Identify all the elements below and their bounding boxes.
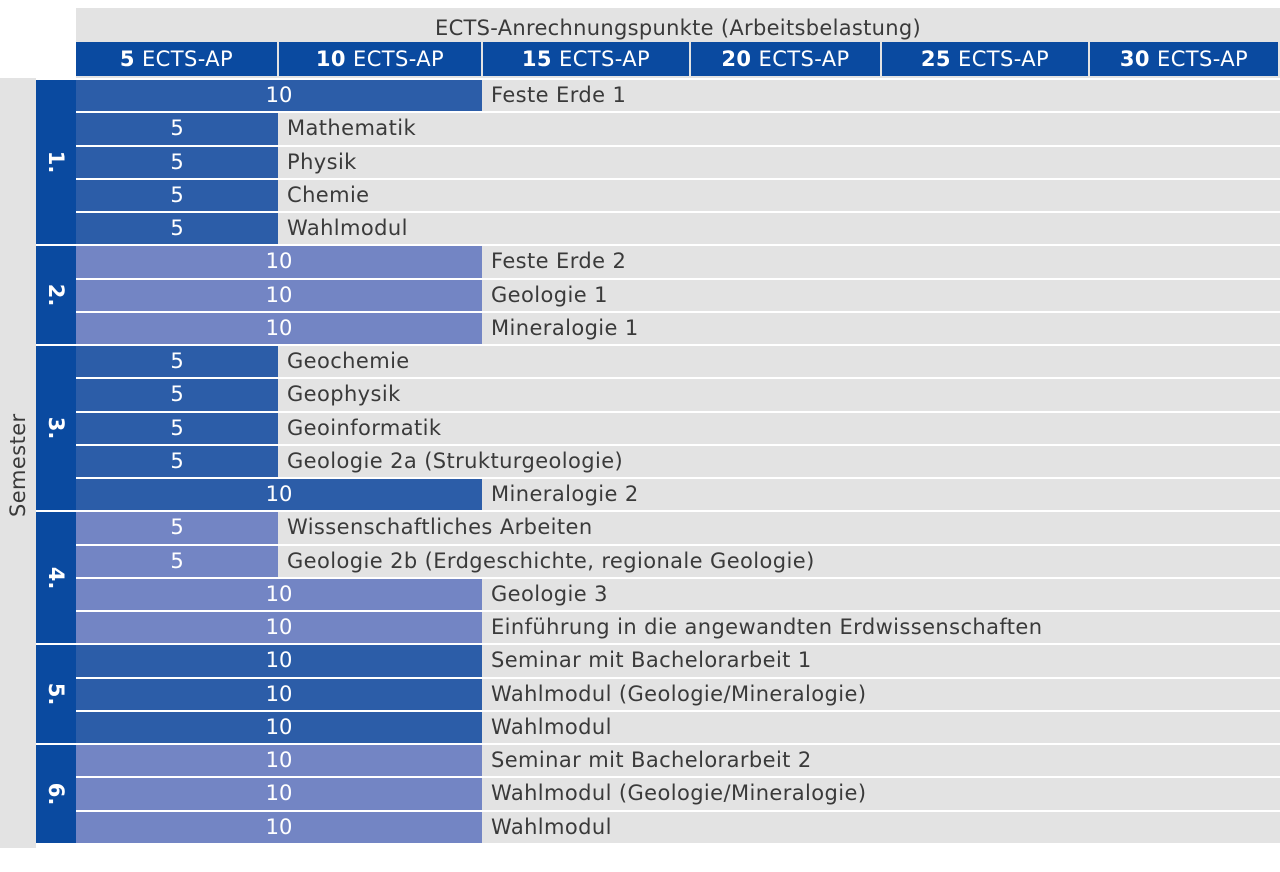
module-label: Mineralogie 2 xyxy=(491,482,639,506)
semester-number: 4. xyxy=(44,566,68,590)
module-bar: 5 xyxy=(76,213,278,244)
module-label: Physik xyxy=(287,149,357,174)
module-label: Seminar mit Bachelorarbeit 2 xyxy=(491,748,812,772)
module-bar: 10 xyxy=(76,579,482,610)
column-header-number: 20 xyxy=(721,47,752,71)
column-header-15 xyxy=(483,42,689,76)
column-header-unit: ECTS-AP xyxy=(134,47,234,71)
module-bar: 10 xyxy=(76,479,482,510)
column-header-unit: ECTS-AP xyxy=(950,47,1050,71)
module-label: Mathematik xyxy=(287,116,417,141)
module-bar: 10 xyxy=(76,812,482,843)
module-bar: 10 xyxy=(76,280,482,311)
module-bar: 10 xyxy=(76,645,482,676)
semester-number: 2. xyxy=(44,283,68,307)
module-bar: 10 xyxy=(76,778,482,809)
semester-number: 1. xyxy=(44,150,68,174)
column-header-unit: ECTS-AP xyxy=(345,47,445,71)
module-bar: 10 xyxy=(76,679,482,710)
column-header-number: 15 xyxy=(521,47,552,71)
module-label: Geophysik xyxy=(287,382,401,407)
module-bar: 10 xyxy=(76,313,482,344)
module-bar: 5 xyxy=(76,446,278,477)
module-bar: 5 xyxy=(76,379,278,410)
module-bar: 5 xyxy=(76,346,278,377)
column-header-unit: ECTS-AP xyxy=(751,47,850,71)
module-bar: 10 xyxy=(76,246,482,277)
module-label: Geochemie xyxy=(287,349,410,373)
module-label: Einführung in die angewandten Erdwissenschaften xyxy=(491,615,1043,639)
module-bar: 5 xyxy=(76,413,278,444)
module-label: Wahlmodul (Geologie/Mineralogie) xyxy=(491,681,867,706)
column-header-number: 25 xyxy=(920,47,951,71)
column-header-number: 10 xyxy=(315,47,346,71)
column-header-25 xyxy=(882,42,1088,76)
module-label: Geologie 2a (Strukturgeologie) xyxy=(287,448,624,473)
module-label: Feste Erde 2 xyxy=(491,249,627,274)
module-label: Wahlmodul xyxy=(491,714,612,739)
column-header-20 xyxy=(691,42,880,76)
module-label: Wahlmodul (Geologie/Mineralogie) xyxy=(491,781,867,806)
column-header-unit: ECTS-AP xyxy=(1149,47,1249,71)
module-label: Wahlmodul xyxy=(491,814,612,839)
column-header-10 xyxy=(279,42,481,76)
semester-number: 6. xyxy=(44,782,68,806)
column-header-30 xyxy=(1090,42,1278,76)
module-label: Geologie 3 xyxy=(491,581,608,606)
module-label: Seminar mit Bachelorarbeit 1 xyxy=(491,648,812,673)
module-label: Wahlmodul xyxy=(287,216,408,240)
module-label: Mineralogie 1 xyxy=(491,315,639,340)
semester-number: 5. xyxy=(44,682,68,706)
module-label: Feste Erde 1 xyxy=(491,83,627,107)
column-header-unit: ECTS-AP xyxy=(551,47,651,71)
module-bar: 5 xyxy=(76,113,278,144)
module-bar: 5 xyxy=(76,147,278,178)
semester-number: 3. xyxy=(44,416,68,440)
module-bar: 5 xyxy=(76,180,278,211)
module-bar: 5 xyxy=(76,546,278,577)
column-header-5 xyxy=(76,42,277,76)
module-bar: 10 xyxy=(76,745,482,776)
column-header-number: 30 xyxy=(1119,47,1150,71)
column-header-number: 5 xyxy=(119,47,135,71)
module-bar: 10 xyxy=(76,712,482,743)
semester-axis-label: Semester xyxy=(6,413,30,517)
module-label: Wissenschaftliches Arbeiten xyxy=(287,515,593,540)
module-label: Geologie 1 xyxy=(491,282,608,307)
module-bar: 10 xyxy=(76,80,482,111)
module-label: Geoinformatik xyxy=(287,415,442,440)
module-bar: 5 xyxy=(76,512,278,543)
module-label: Geologie 2b (Erdgeschichte, regionale Geologie) xyxy=(287,548,815,573)
module-bar: 10 xyxy=(76,612,482,643)
chart-title: ECTS-Anrechnungspunkte (Arbeitsbelastung) xyxy=(435,16,921,40)
module-label: Chemie xyxy=(287,182,370,207)
